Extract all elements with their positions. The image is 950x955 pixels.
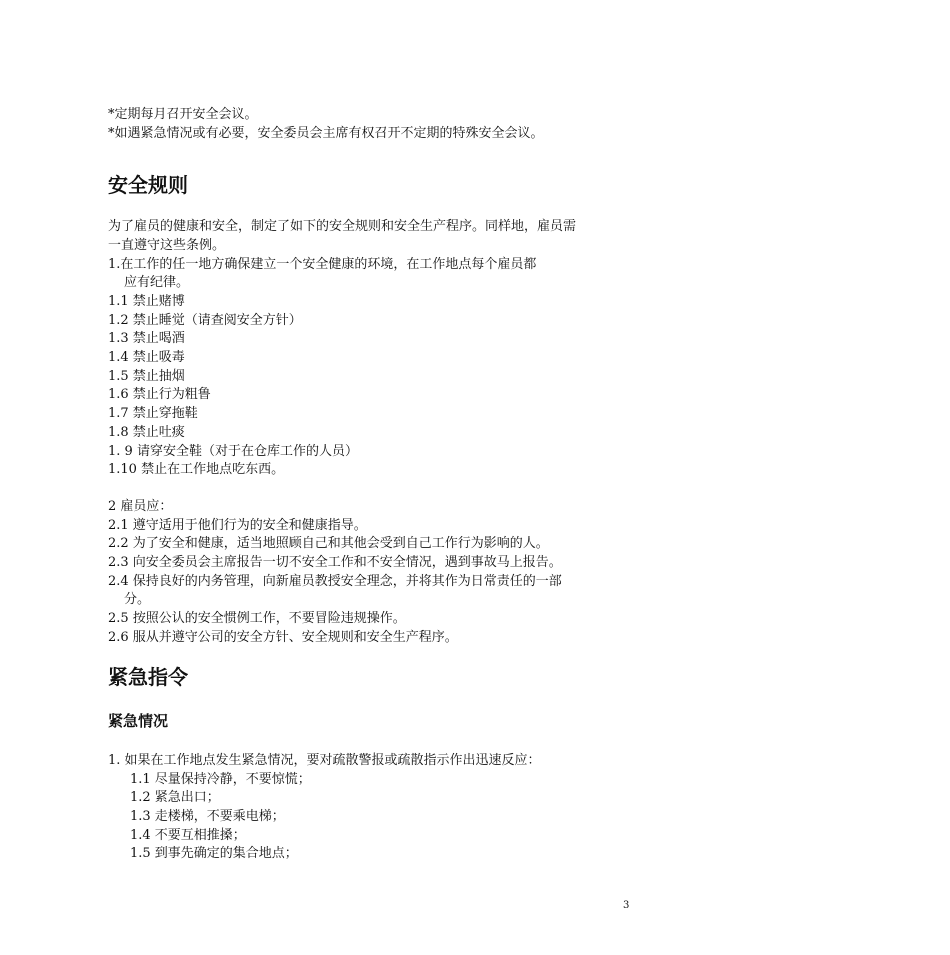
- meeting-note-special: *如遇紧急情况或有必要，安全委员会主席有权召开不定期的特殊安全会议。: [108, 126, 544, 141]
- rule-item-continuation: 分。: [124, 592, 151, 607]
- emergency-subitem: 1.5 到事先确定的集合地点；: [130, 846, 298, 861]
- emergency-subheading: 紧急情况: [108, 712, 169, 730]
- rule-item: 1.5 禁止抽烟: [108, 369, 185, 384]
- rule-item: 2.2 为了安全和健康，适当地照顾自己和其他会受到自己工作行为影响的人。: [108, 536, 549, 551]
- emergency-subitem: 1.3 走楼梯，不要乘电梯；: [130, 809, 285, 824]
- rule-item: 1.3 禁止喝酒: [108, 331, 185, 346]
- rule-item: 1.2 禁止睡觉（请查阅安全方针）: [108, 313, 302, 328]
- meeting-note-monthly: *定期每月召开安全会议。: [108, 107, 258, 122]
- rule-item: 1.4 禁止吸毒: [108, 350, 185, 365]
- emergency-subitem: 1.2 紧急出口；: [130, 790, 220, 805]
- rule-item: 1.6 禁止行为粗鲁: [108, 387, 211, 402]
- rule-item: 1.7 禁止穿拖鞋: [108, 406, 198, 421]
- rule-item: 2.3 向安全委员会主席报告一切不安全工作和不安全情况，遇到事故马上报告。: [108, 555, 562, 570]
- rule-item: 2.5 按照公认的安全惯例工作，不要冒险违规操作。: [108, 611, 406, 626]
- emergency-heading: 紧急指令: [108, 665, 188, 689]
- rule-item: 1.10 禁止在工作地点吃东西。: [108, 462, 285, 477]
- safety-rules-intro-line2: 一直遵守这些条例。: [108, 238, 226, 253]
- rule-item: 1.8 禁止吐痰: [108, 425, 185, 440]
- rule-item: 1.1 禁止赌博: [108, 294, 185, 309]
- safety-rules-heading: 安全规则: [108, 173, 188, 197]
- safety-rules-intro-line1: 为了雇员的健康和安全，制定了如下的安全规则和安全生产程序。同样地，雇员需: [108, 219, 577, 234]
- emergency-subitem: 1.4 不要互相推搡；: [130, 828, 246, 843]
- emergency-subitem: 1.1 尽量保持冷静，不要惊慌；: [130, 772, 311, 787]
- page-number: 3: [623, 900, 630, 911]
- rule-item: 2.6 服从并遵守公司的安全方针、安全规则和安全生产程序。: [108, 630, 458, 645]
- rule-item: 2.1 遵守适用于他们行为的安全和健康指导。: [108, 518, 367, 533]
- emergency-item-1: 1. 如果在工作地点发生紧急情况，要对疏散警报或疏散指示作出迅速反应：: [108, 753, 541, 768]
- rule-2-title: 2 雇员应：: [108, 499, 173, 514]
- rule-1-line2: 应有纪律。: [124, 275, 190, 290]
- rule-1-line1: 1.在工作的任一地方确保建立一个安全健康的环境，在工作地点每个雇员都: [108, 257, 537, 272]
- rule-item: 1. 9 请穿安全鞋（对于在仓库工作的人员）: [108, 444, 358, 459]
- rule-item: 2.4 保持良好的内务管理，向新雇员教授安全理念，并将其作为日常责任的一部: [108, 574, 562, 589]
